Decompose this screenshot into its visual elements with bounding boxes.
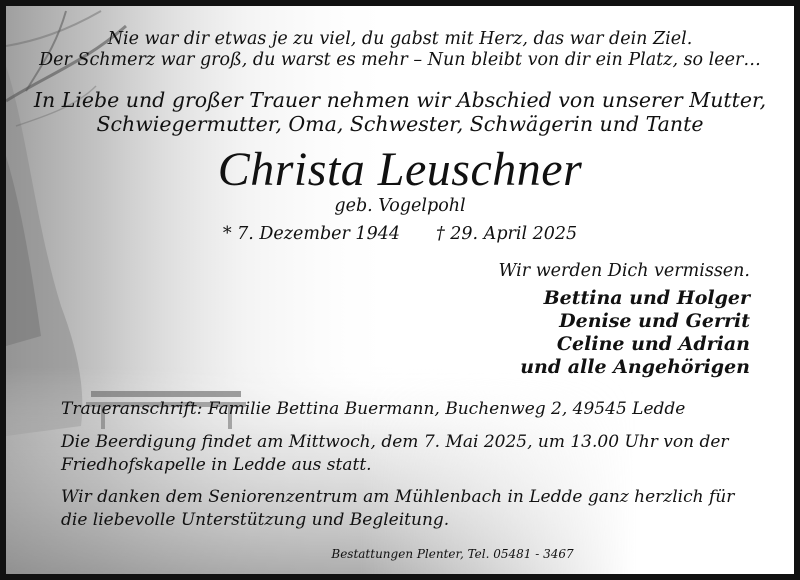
life-dates [6, 224, 794, 244]
intro-line-1: In Liebe und großer Trauer nehmen wir Abschied von unserer Mutter, [33, 88, 767, 112]
farewell-text: Wir werden Dich vermissen. [498, 261, 750, 281]
mourning-address: Traueranschrift: Familie Bettina Buermann, Buchenweg 2, 49545 Ledde [61, 399, 686, 419]
thanks-line-2: die liebevolle Unterstützung und Begleitung. [61, 510, 450, 530]
thanks-line-1: Wir danken dem Seniorenzentrum am Mühlenbach in Ledde ganz herzlich für [61, 487, 735, 507]
mourner-name: Denise und Gerrit [559, 310, 750, 332]
funeral-info-line-1: Die Beerdigung findet am Mittwoch, dem 7. Mai 2025, um 13.00 Uhr von der [61, 432, 729, 452]
mourner-name: Celine und Adrian [556, 333, 750, 355]
deceased-name: Christa Leuschner [217, 143, 583, 196]
funeral-info-line-2: Friedhofskapelle in Ledde aus statt. [61, 455, 372, 475]
death-date: † 29. April 2025 [435, 224, 578, 244]
maiden-name: geb. Vogelpohl [334, 196, 466, 216]
birth-date: * 7. Dezember 1944 [222, 224, 400, 244]
mourner-name: und alle Angehörigen [520, 356, 750, 378]
mourner-name: Bettina und Holger [543, 287, 750, 309]
poem-line-2: Der Schmerz war groß, du warst es mehr – Nun bleibt von dir ein Platz, so leer… [39, 50, 761, 70]
intro-line-2: Schwiegermutter, Oma, Schwester, Schwägerin und Tante [96, 112, 704, 136]
undertaker-contact: Bestattungen Plenter, Tel. 05481 - 3467 [331, 547, 574, 561]
poem-line-1: Nie war dir etwas je zu viel, du gabst mit Herz, das war dein Ziel. [107, 29, 693, 49]
